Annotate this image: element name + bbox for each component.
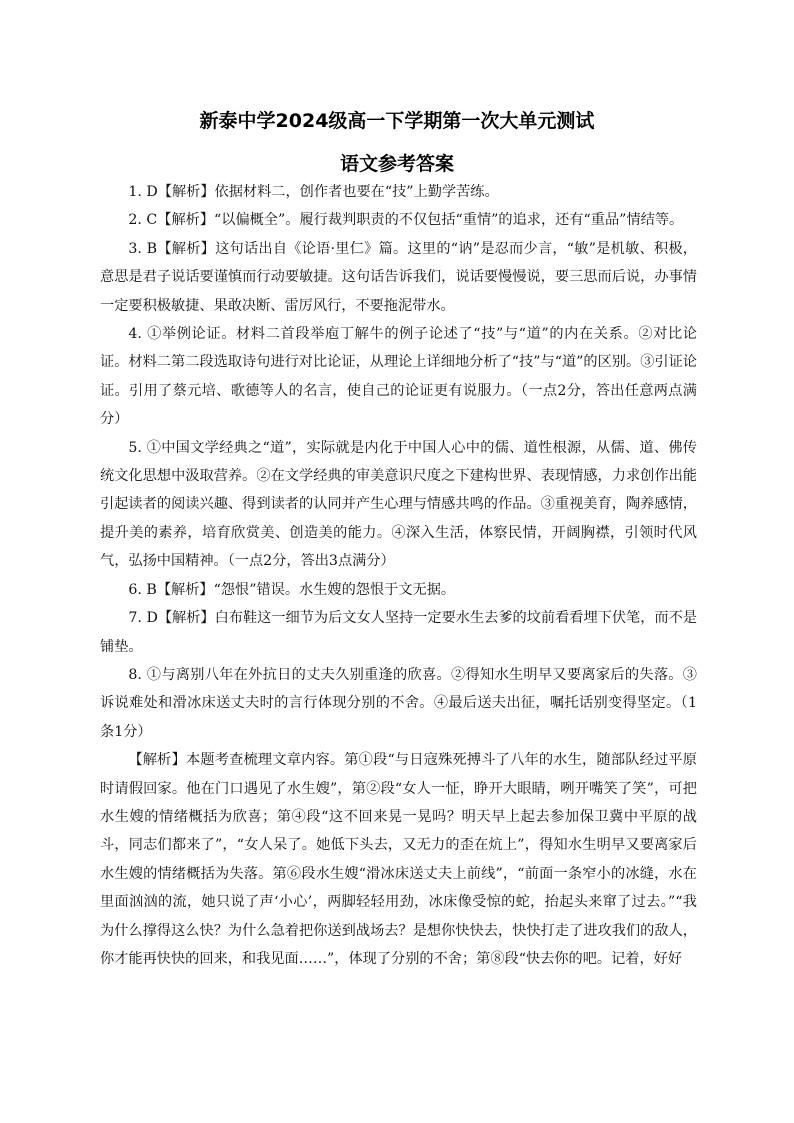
answer-item-7: 7. D【解析】白布鞋这一细节为后文女人坚持一定要水生去爹的坟前看看埋下伏笔，而不是铺垫。 <box>100 610 697 655</box>
answer-item-8: 8. ①与离别八年在外抗日的丈夫久别重逢的欣喜。②得知水生明早又要离家后的失落。③诉说难处和滑冰床送丈夫时的言行体现分别的不舍。④最后送夫出征，嘱托话别变得坚定。（1条1分） <box>100 666 697 740</box>
answer-item-5: 5. ①中国文学经典之“道”，实际就是内化于中国人心中的儒、道性根源，从儒、道、佛传统文化思想中汲取营养。②在文学经典的审美意识尺度之下建构世界、表现情感，力求创作出能引起读者的阅读兴趣、得到读者的认同并产生心理与情感共鸣的作品。③重视美育，陶养感情，提升美的素养，培育欣赏美、创造美的能力。④深入生活，体察民情，开阔胸襟，引领时代风气，弘扬中国精神。（一点2分，答出3点满分） <box>100 439 697 570</box>
answer-item-6: 6. B【解析】“怨恨”错误。水生嫂的怨恨于文无据。 <box>128 581 456 598</box>
answer-list <box>100 178 697 973</box>
answer-item-1: 1. D【解析】依据材料二，创作者也要在“技”上勤学苦练。 <box>128 184 499 200</box>
answer-item-8-analysis: 【解析】本题考查梳理文章内容。第①段“与日寇殊死搏斗了八年的水生，随部队经过平原时请假回家。他在门口遇见了水生嫂”，第②段“女人一怔，睁开大眼睛，咧开嘴笑了笑”，可把水生嫂的情绪概括为欣喜；第④段“这不回来晃一晃吗？明天早上起去参加保卫冀中平原的战斗，同志们都来了”，“女人呆了。她低下头去，又无力的歪在炕上”，得知水生明早又要离家后水生嫂的情绪概括为失落。第⑥段水生嫂“滑冰床送丈夫上前线”，“前面一条窄小的冰缝，水在里面汹汹的流，她只说了声‘小心’，两脚轻轻用劲，冰床像受惊的蛇，抬起头来窜了过去。”“我为什么撑得这么快？为什么急着把你送到战场去？是想你快快去，快快打走了进攻我们的敌人，你才能再快快的回来，和我见面……”，体现了分别的不舍；第⑧段“快去你的吧。记着，好好 <box>100 752 697 967</box>
page-subtitle: 语文参考答案 <box>339 153 454 175</box>
page-title: 新泰中学2024级高一下学期第一次大单元测试 <box>199 110 595 132</box>
answer-item-2: 2. C【解析】“以偏概全”。履行裁判职责的不仅包括“重情”的追求，还有“重品”情结等。 <box>128 212 684 229</box>
answer-item-3: 3. B【解析】这句话出自《论语·里仁》篇。这里的“讷”是忍而少言，“敏”是机敏、积极，意思是君子说话要谨慎而行动要敏捷。这句话告诉我们，说话要慢慢说，要三思而后说，办事情一定要积极敏捷、果敢决断、雷厉风行，不要拖泥带水。 <box>100 240 697 314</box>
answer-item-4: 4. ①举例论证。材料二首段举庖丁解牛的例子论述了“技”与“道”的内在关系。②对比论证。材料二第二段选取诗句进行对比论证，从理论上详细地分析了“技”与“道”的区别。③引证论证。引用了蔡元培、歌德等人的名言，使自己的论证更有说服力。（一点2分，答出任意两点满分） <box>100 326 697 428</box>
